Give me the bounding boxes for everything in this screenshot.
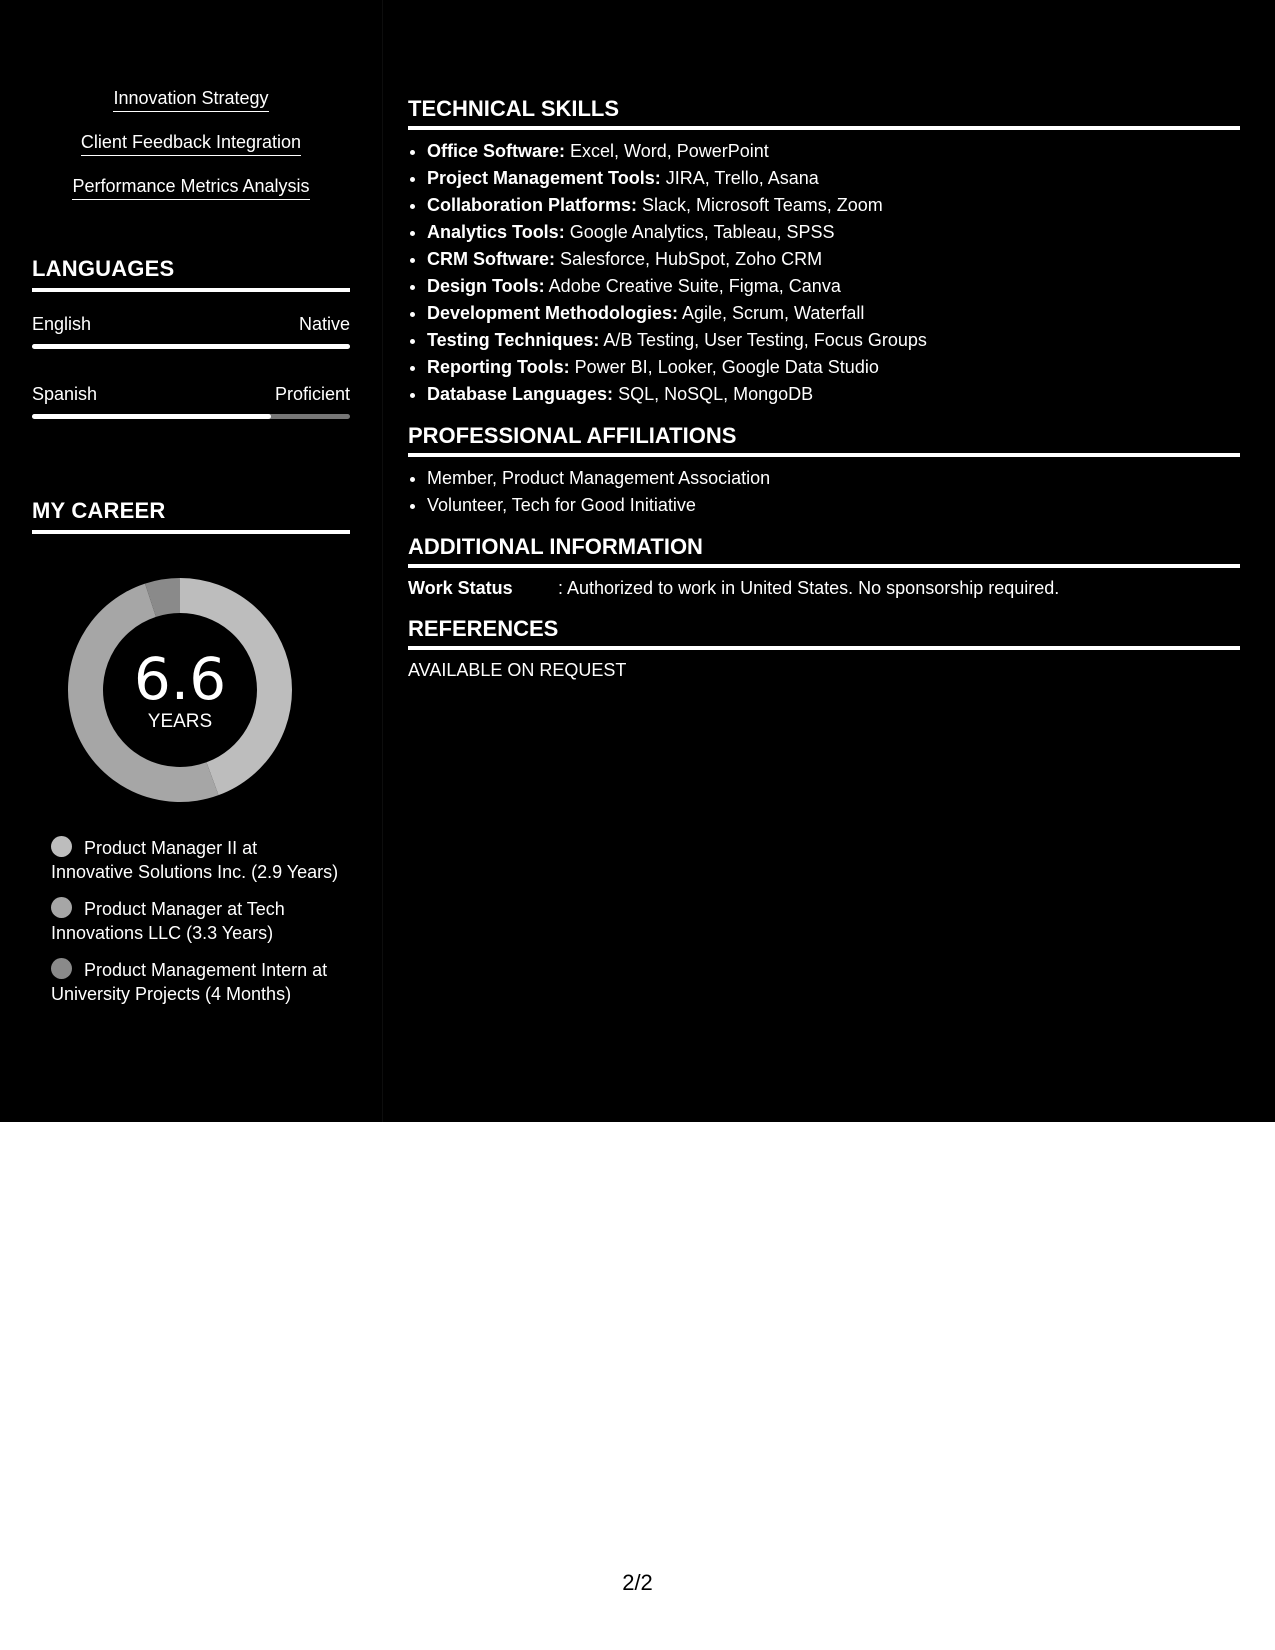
work-status-label: Work Status [408, 578, 513, 598]
list-item [427, 300, 1240, 327]
skill-value: Excel, Word, PowerPoint [565, 141, 769, 161]
languages-heading: LANGUAGES [32, 256, 350, 292]
list-item [427, 354, 1240, 381]
career-item-text: Product Manager at Tech Innovations LLC (3.3 Years) [51, 899, 285, 943]
language-name: Spanish [32, 384, 98, 404]
skill-value: Google Analytics, Tableau, SPSS [564, 222, 835, 242]
list-item [427, 165, 1240, 192]
list-item [427, 327, 1240, 354]
section-heading: TECHNICAL SKILLS [408, 96, 1240, 130]
career-item-text: Product Manager II at Innovative Solutions Inc. (2.9 Years) [51, 838, 339, 882]
career-total-value: 6.6 [133, 645, 227, 713]
career-item [51, 836, 341, 884]
references-text: AVAILABLE ON REQUEST [408, 660, 627, 680]
career-item [51, 897, 341, 945]
skill-label: Collaboration Platforms: [427, 195, 638, 215]
skill-link[interactable]: Client Feedback Integration [81, 130, 301, 156]
skill-label: Database Languages: [427, 384, 614, 404]
skill-label: Development Methodologies: [427, 303, 679, 323]
skill-label: Testing Techniques: [427, 330, 600, 350]
list-item [427, 219, 1240, 246]
references-section [408, 616, 1240, 682]
language-level: Native [298, 314, 350, 334]
affiliations-list [408, 465, 1240, 519]
language-bar [32, 344, 350, 349]
legend-dot-icon [51, 897, 72, 918]
skill-value: Adobe Creative Suite, Figma, Canva [544, 276, 841, 296]
list-item [427, 246, 1240, 273]
list-item: • Member, Product Management Association [427, 465, 1240, 492]
language-name: English [32, 314, 92, 334]
language-english [32, 312, 350, 349]
skill-label: Reporting Tools: [427, 357, 570, 377]
list-item [427, 273, 1240, 300]
list-item [427, 138, 1240, 165]
skill-link[interactable]: Innovation Strategy [113, 86, 268, 112]
page-number: 2/2 [622, 1570, 653, 1595]
career-donut-chart [60, 570, 300, 810]
career-total-unit: YEARS [147, 711, 213, 732]
sidebar [0, 0, 383, 1122]
main-content [408, 0, 1240, 1122]
legend-dot-icon [51, 836, 72, 857]
section-heading: PROFESSIONAL AFFILIATIONS [408, 423, 1240, 457]
technical-skills-list [408, 138, 1240, 408]
skill-label: Project Management Tools: [427, 168, 661, 188]
work-status-row [408, 576, 1240, 600]
skill-value: Slack, Microsoft Teams, Zoom [637, 195, 883, 215]
affiliations-section [408, 423, 1240, 519]
skill-label: Design Tools: [427, 276, 545, 296]
skill-label: Office Software: [427, 141, 566, 161]
additional-info-section [408, 534, 1240, 600]
language-level: Proficient [274, 384, 350, 404]
skill-label: CRM Software: [427, 249, 556, 269]
language-bar-fill [32, 414, 271, 419]
skill-value: A/B Testing, User Testing, Focus Groups [599, 330, 927, 350]
skill-value: Agile, Scrum, Waterfall [678, 303, 865, 323]
career-item-text: Product Management Intern at University Projects (4 Months) [51, 960, 328, 1004]
language-spanish [32, 382, 350, 419]
skill-value: Salesforce, HubSpot, Zoho CRM [555, 249, 823, 269]
skill-link[interactable]: Performance Metrics Analysis [72, 174, 309, 200]
technical-skills-section [408, 96, 1240, 408]
legend-dot-icon [51, 958, 72, 979]
skill-value: JIRA, Trello, Asana [660, 168, 819, 188]
language-bar [32, 414, 350, 419]
skills-list [32, 86, 350, 218]
skill-value: SQL, NoSQL, MongoDB [613, 384, 814, 404]
section-heading: ADDITIONAL INFORMATION [408, 534, 1240, 568]
section-heading: REFERENCES [408, 616, 1240, 650]
skill-value: Power BI, Looker, Google Data Studio [569, 357, 879, 377]
career-heading: MY CAREER [32, 498, 350, 534]
list-item [427, 381, 1240, 408]
career-list [51, 836, 341, 1019]
skill-label: Analytics Tools: [427, 222, 565, 242]
career-item [51, 958, 341, 1006]
list-item [427, 192, 1240, 219]
work-status-value: : Authorized to work in United States. No sponsorship required. [558, 578, 1060, 598]
list-item: • Volunteer, Tech for Good Initiative [427, 492, 1240, 519]
language-bar-fill [32, 344, 350, 349]
